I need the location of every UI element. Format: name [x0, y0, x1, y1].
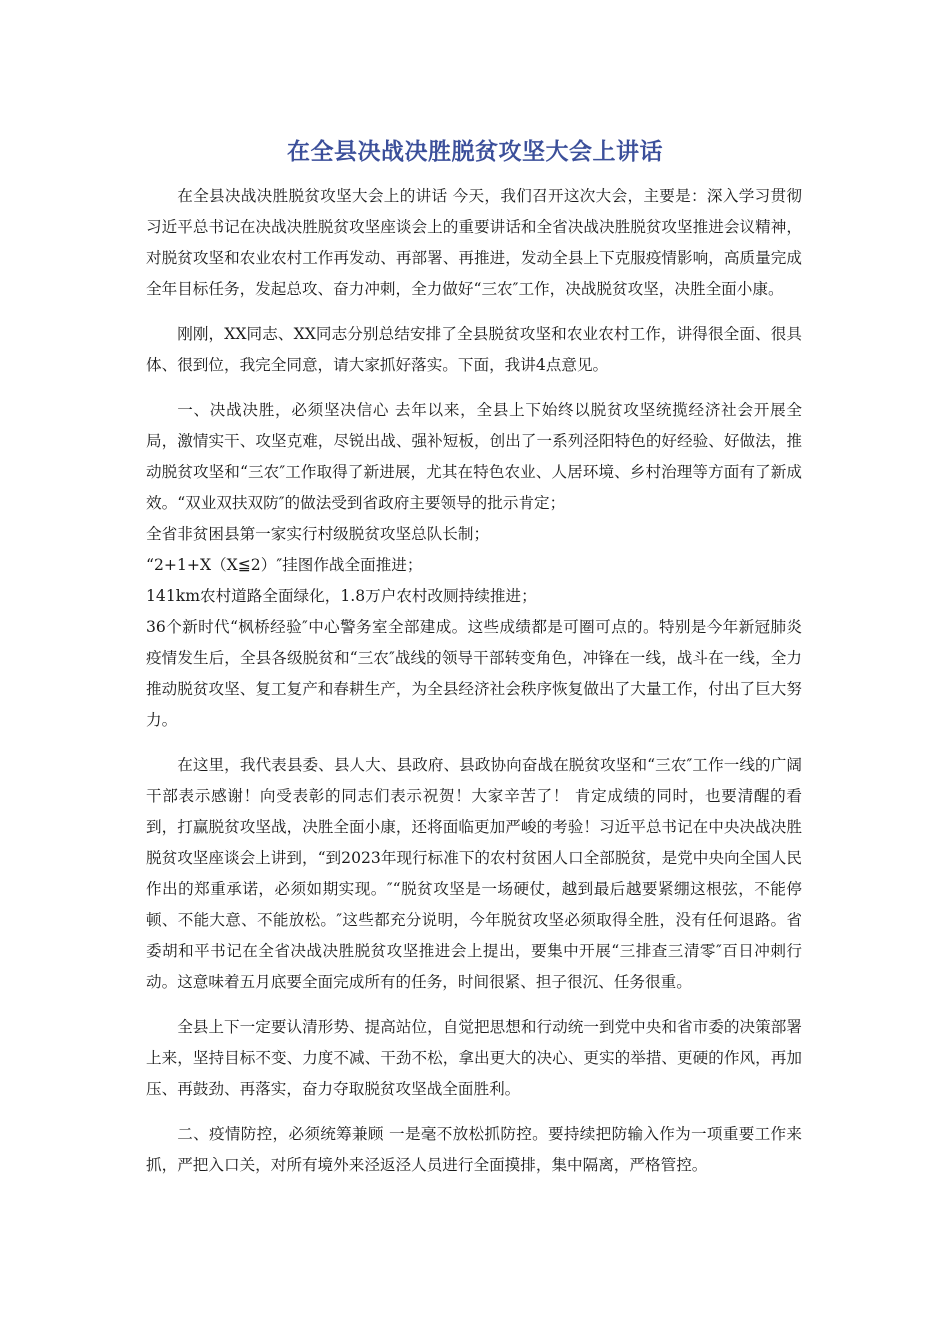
paragraph: 在全县决战决胜脱贫攻坚大会上的讲话 今天，我们召开这次大会，主要是：深入学习贯彻习近平总书记在决战决胜脱贫攻坚座谈会上的重要讲话和全省决战决胜脱贫攻坚推进会议精神，对脱贫攻坚和农业农村工作再发动、再部署、再推进，发动全县上下克服疫情影响，高质量完成全年目标任务，发起总攻、奋力冲刺，全力做好“三农″工作，决战脱贫攻坚，决胜全面小康。	[146, 187, 802, 298]
paragraph: “2+1+X（X≦2）″挂图作战全面推进；	[146, 556, 423, 574]
document-body	[146, 181, 802, 1195]
paragraph: 二、疫情防控，必须统筹兼顾 一是毫不放松抓防控。要持续把防输入作为一项重要工作来抓，严把入口关，对所有境外来泾返泾人员进行全面摸排，集中隔离，严格管控。	[146, 1125, 802, 1174]
paragraph: 36个新时代“枫桥经验″中心警务室全部建成。这些成绩都是可圈可点的。特别是今年新冠肺炎疫情发生后，全县各级脱贫和“三农″战线的领导干部转变角色，冲锋在一线，战斗在一线，全力推动脱贫攻坚、复工复产和春耕生产，为全县经济社会秩序恢复做出了大量工作，付出了巨大努力。	[146, 618, 802, 729]
paragraph: 全省非贫困县第一家实行村级脱贫攻坚总队长制；	[146, 525, 490, 543]
paragraph: 刚刚，XX同志、XX同志分别总结安排了全县脱贫攻坚和农业农村工作，讲得很全面、很具体、很到位，我完全同意，请大家抓好落实。下面，我讲4点意见。	[146, 325, 802, 374]
paragraph: 在这里，我代表县委、县人大、县政府、县政协向奋战在脱贫攻坚和“三农″工作一线的广阔干部表示感谢！向受表彰的同志们表示祝贺！大家辛苦了！ 肯定成绩的同时，也要清醒的看到，打赢脱贫攻坚战，决胜全面小康，还将面临更加严峻的考验！习近平总书记在中央决战决胜脱贫攻坚座谈会上讲到，“到2023年现行标准下的农村贫困人口全部脱贫，是党中央向全国人民作出的郑重承诺，必须如期实现。″“脱贫攻坚是一场硬仗，越到最后越要紧绷这根弦，不能停顿、不能大意、不能放松。″这些都充分说明，今年脱贫攻坚必须取得全胜，没有任何退路。省委胡和平书记在全省决战决胜脱贫攻坚推进会上提出，要集中开展“三排查三清零″百日冲刺行动。这意味着五月底要全面完成所有的任务，时间很紧、担子很沉、任务很重。	[146, 756, 802, 991]
document-title: 在全县决战决胜脱贫攻坚大会上讲话	[287, 139, 663, 165]
paragraph: 一、决战决胜，必须坚决信心 去年以来，全县上下始终以脱贫攻坚统揽经济社会开展全局，激情实干、攻坚克难，尽锐出战、强补短板，创出了一系列泾阳特色的好经验、好做法，推动脱贫攻坚和“三农″工作取得了新进展，尤其在特色农业、人居环境、乡村治理等方面有了新成效。“双业双扶双防″的做法受到省政府主要领导的批示肯定；	[146, 401, 802, 512]
paragraph: 全县上下一定要认清形势、提高站位，自觉把思想和行动统一到党中央和省市委的决策部署上来，坚持目标不变、力度不减、干劲不松，拿出更大的决心、更实的举措、更硬的作风，再加压、再鼓劲、再落实，奋力夺取脱贫攻坚战全面胜利。	[146, 1018, 802, 1098]
paragraph: 141km农村道路全面绿化，1.8万户农村改厕持续推进；	[146, 587, 537, 605]
